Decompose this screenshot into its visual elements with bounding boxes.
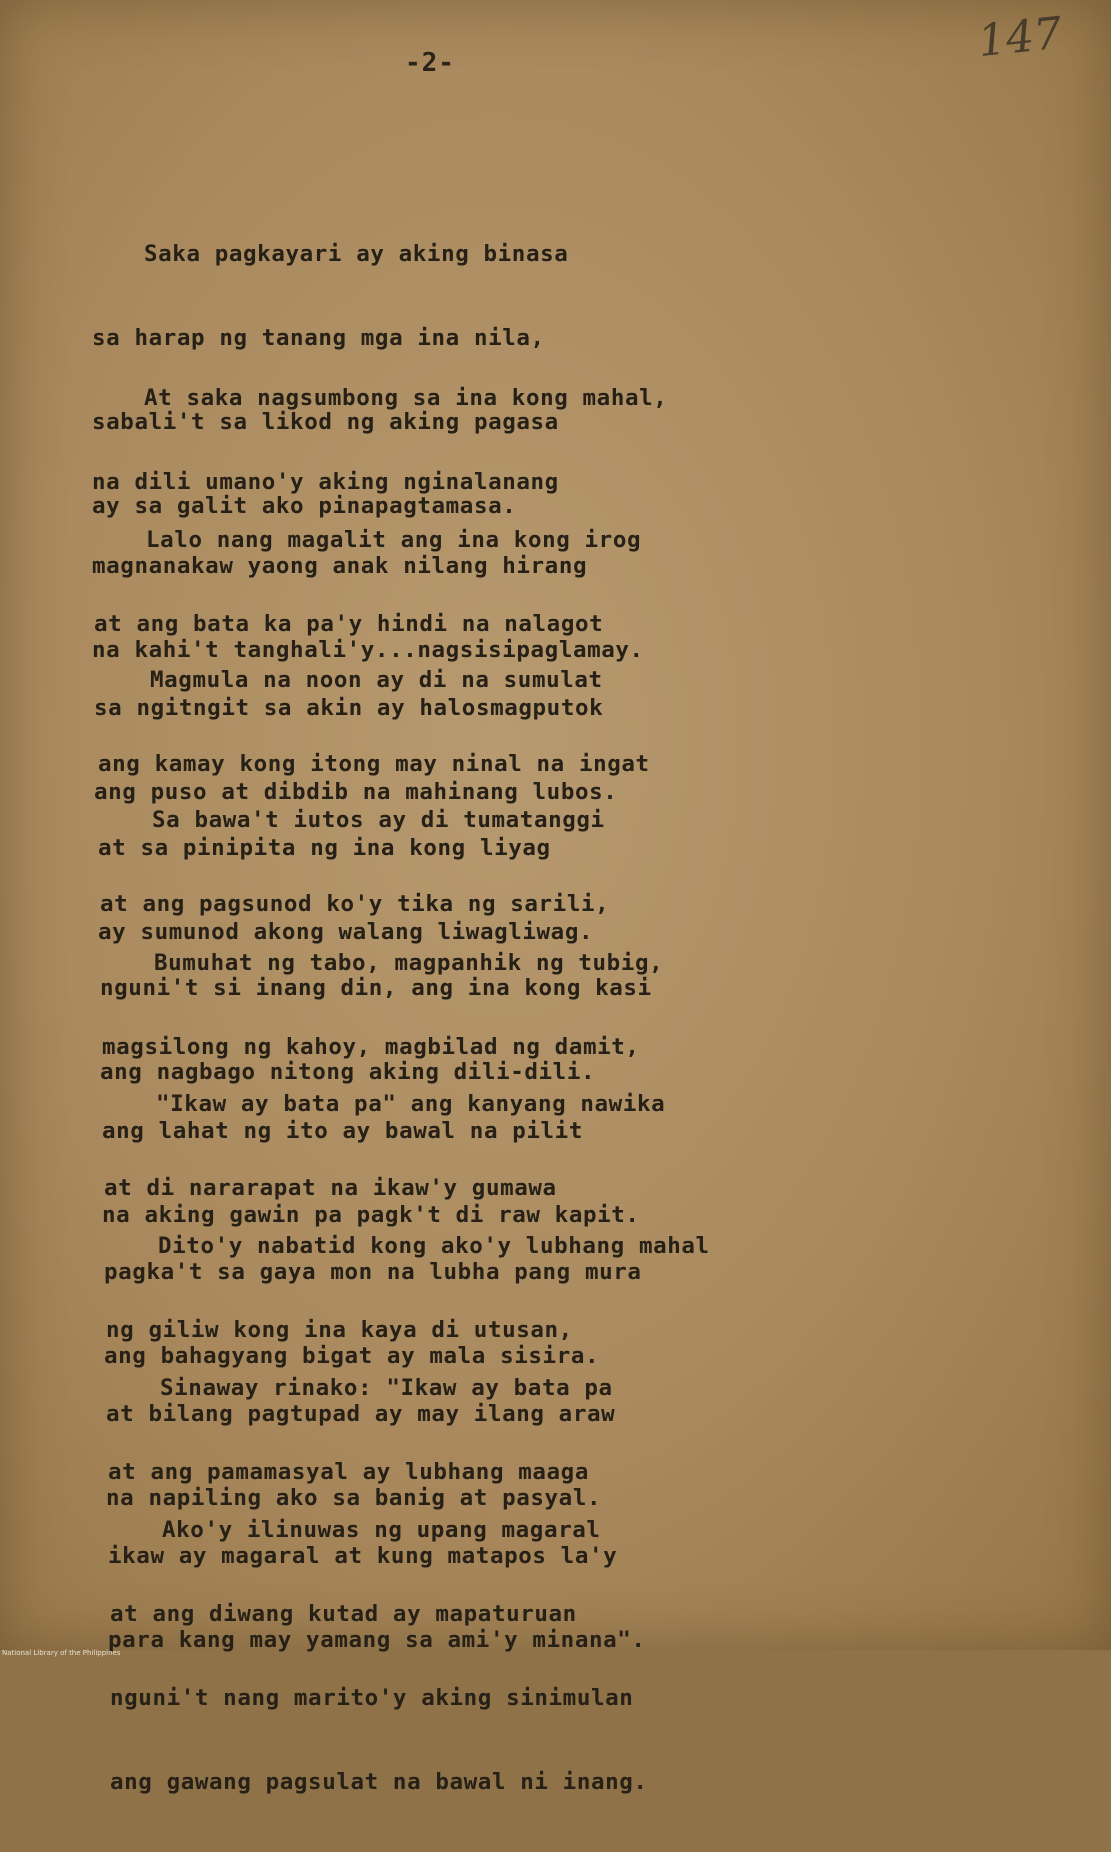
poem-line: ay sa galit ako pinapagtamasa.	[92, 493, 517, 519]
poem-line: nguni't si inang din, ang ina kong kasi	[100, 975, 652, 1001]
poem-line: at ang pagsunod ko'y tika ng sarili,	[100, 891, 610, 917]
poem-line: at di nararapat na ikaw'y gumawa	[104, 1175, 557, 1201]
poem-line: pagka't sa gaya mon na lubha pang mura	[104, 1259, 642, 1285]
poem-line: ang gawang pagsulat na bawal ni inang.	[110, 1769, 648, 1795]
poem-line: magsilong ng kahoy, magbilad ng damit,	[102, 1034, 640, 1060]
poem-line: nguni't nang marito'y aking sinimulan	[110, 1685, 634, 1711]
poem-line: Magmula na noon ay di na sumulat	[150, 667, 603, 693]
poem-line: na napiling ako sa banig at pasyal.	[106, 1485, 602, 1511]
poem-line: magnanakaw yaong anak nilang hirang	[92, 553, 588, 579]
poem-line: at sa pinipita ng ina kong liyag	[98, 835, 551, 861]
poem-line: sa harap ng tanang mga ina nila,	[92, 325, 545, 351]
poem-line: Sinaway rinako: "Ikaw ay bata pa	[160, 1375, 613, 1401]
poem-line: Sa bawa't iutos ay di tumatanggi	[152, 807, 605, 833]
poem-line: ay sumunod akong walang liwagliwag.	[98, 919, 594, 945]
poem-line: ang lahat ng ito ay bawal na pilit	[102, 1118, 583, 1144]
stanza-10	[110, 1460, 648, 1852]
poem-line: na dili umano'y aking nginalanang	[92, 469, 559, 495]
poem-line: sa ngitngit sa akin ay halosmagputok	[94, 695, 604, 721]
page-number: -2-	[405, 48, 455, 78]
poem-line: at ang bata ka pa'y hindi na nalagot	[94, 611, 604, 637]
poem-line: Bumuhat ng tabo, magpanhik ng tubig,	[154, 950, 664, 976]
poem-line: Dito'y nabatid kong ako'y lubhang mahal	[158, 1233, 710, 1259]
poem-line: Lalo nang magalit ang ina kong irog	[146, 527, 642, 553]
poem-line: ang puso at dibdib na mahinang lubos.	[94, 779, 618, 805]
poem-line: na kahi't tanghali'y...nagsisipaglamay.	[92, 637, 644, 663]
poem-line: ang nagbago nitong aking dili-dili.	[100, 1059, 596, 1085]
poem-line: "Ikaw ay bata pa" ang kanyang nawika	[156, 1091, 666, 1117]
poem-line: ikaw ay magaral at kung matapos la'y	[108, 1543, 618, 1569]
archive-credit: National Library of the Philippines	[2, 1649, 121, 1657]
poem-line: ang bahagyang bigat ay mala sisira.	[104, 1343, 600, 1369]
poem-line: Saka pagkayari ay aking binasa	[144, 241, 569, 267]
poem-line: ng giliw kong ina kaya di utusan,	[106, 1317, 573, 1343]
poem-line: sabali't sa likod ng aking pagasa	[92, 409, 559, 435]
poem-line: ang kamay kong itong may ninal na ingat	[98, 751, 650, 777]
poem-line: Ako'y ilinuwas ng upang magaral	[162, 1517, 601, 1543]
poem-line: para kang may yamang sa ami'y minana".	[108, 1627, 646, 1653]
poem-line: na aking gawin pa pagk't di raw kapit.	[102, 1202, 640, 1228]
handwritten-folio-number: 147	[975, 7, 1065, 68]
poem-line: at bilang pagtupad ay may ilang araw	[106, 1401, 616, 1427]
poem-line: at ang diwang kutad ay mapaturuan	[110, 1601, 577, 1627]
poem-line: at ang pamamasyal ay lubhang maaga	[108, 1459, 589, 1485]
poem-line: At saka nagsumbong sa ina kong mahal,	[144, 385, 668, 411]
